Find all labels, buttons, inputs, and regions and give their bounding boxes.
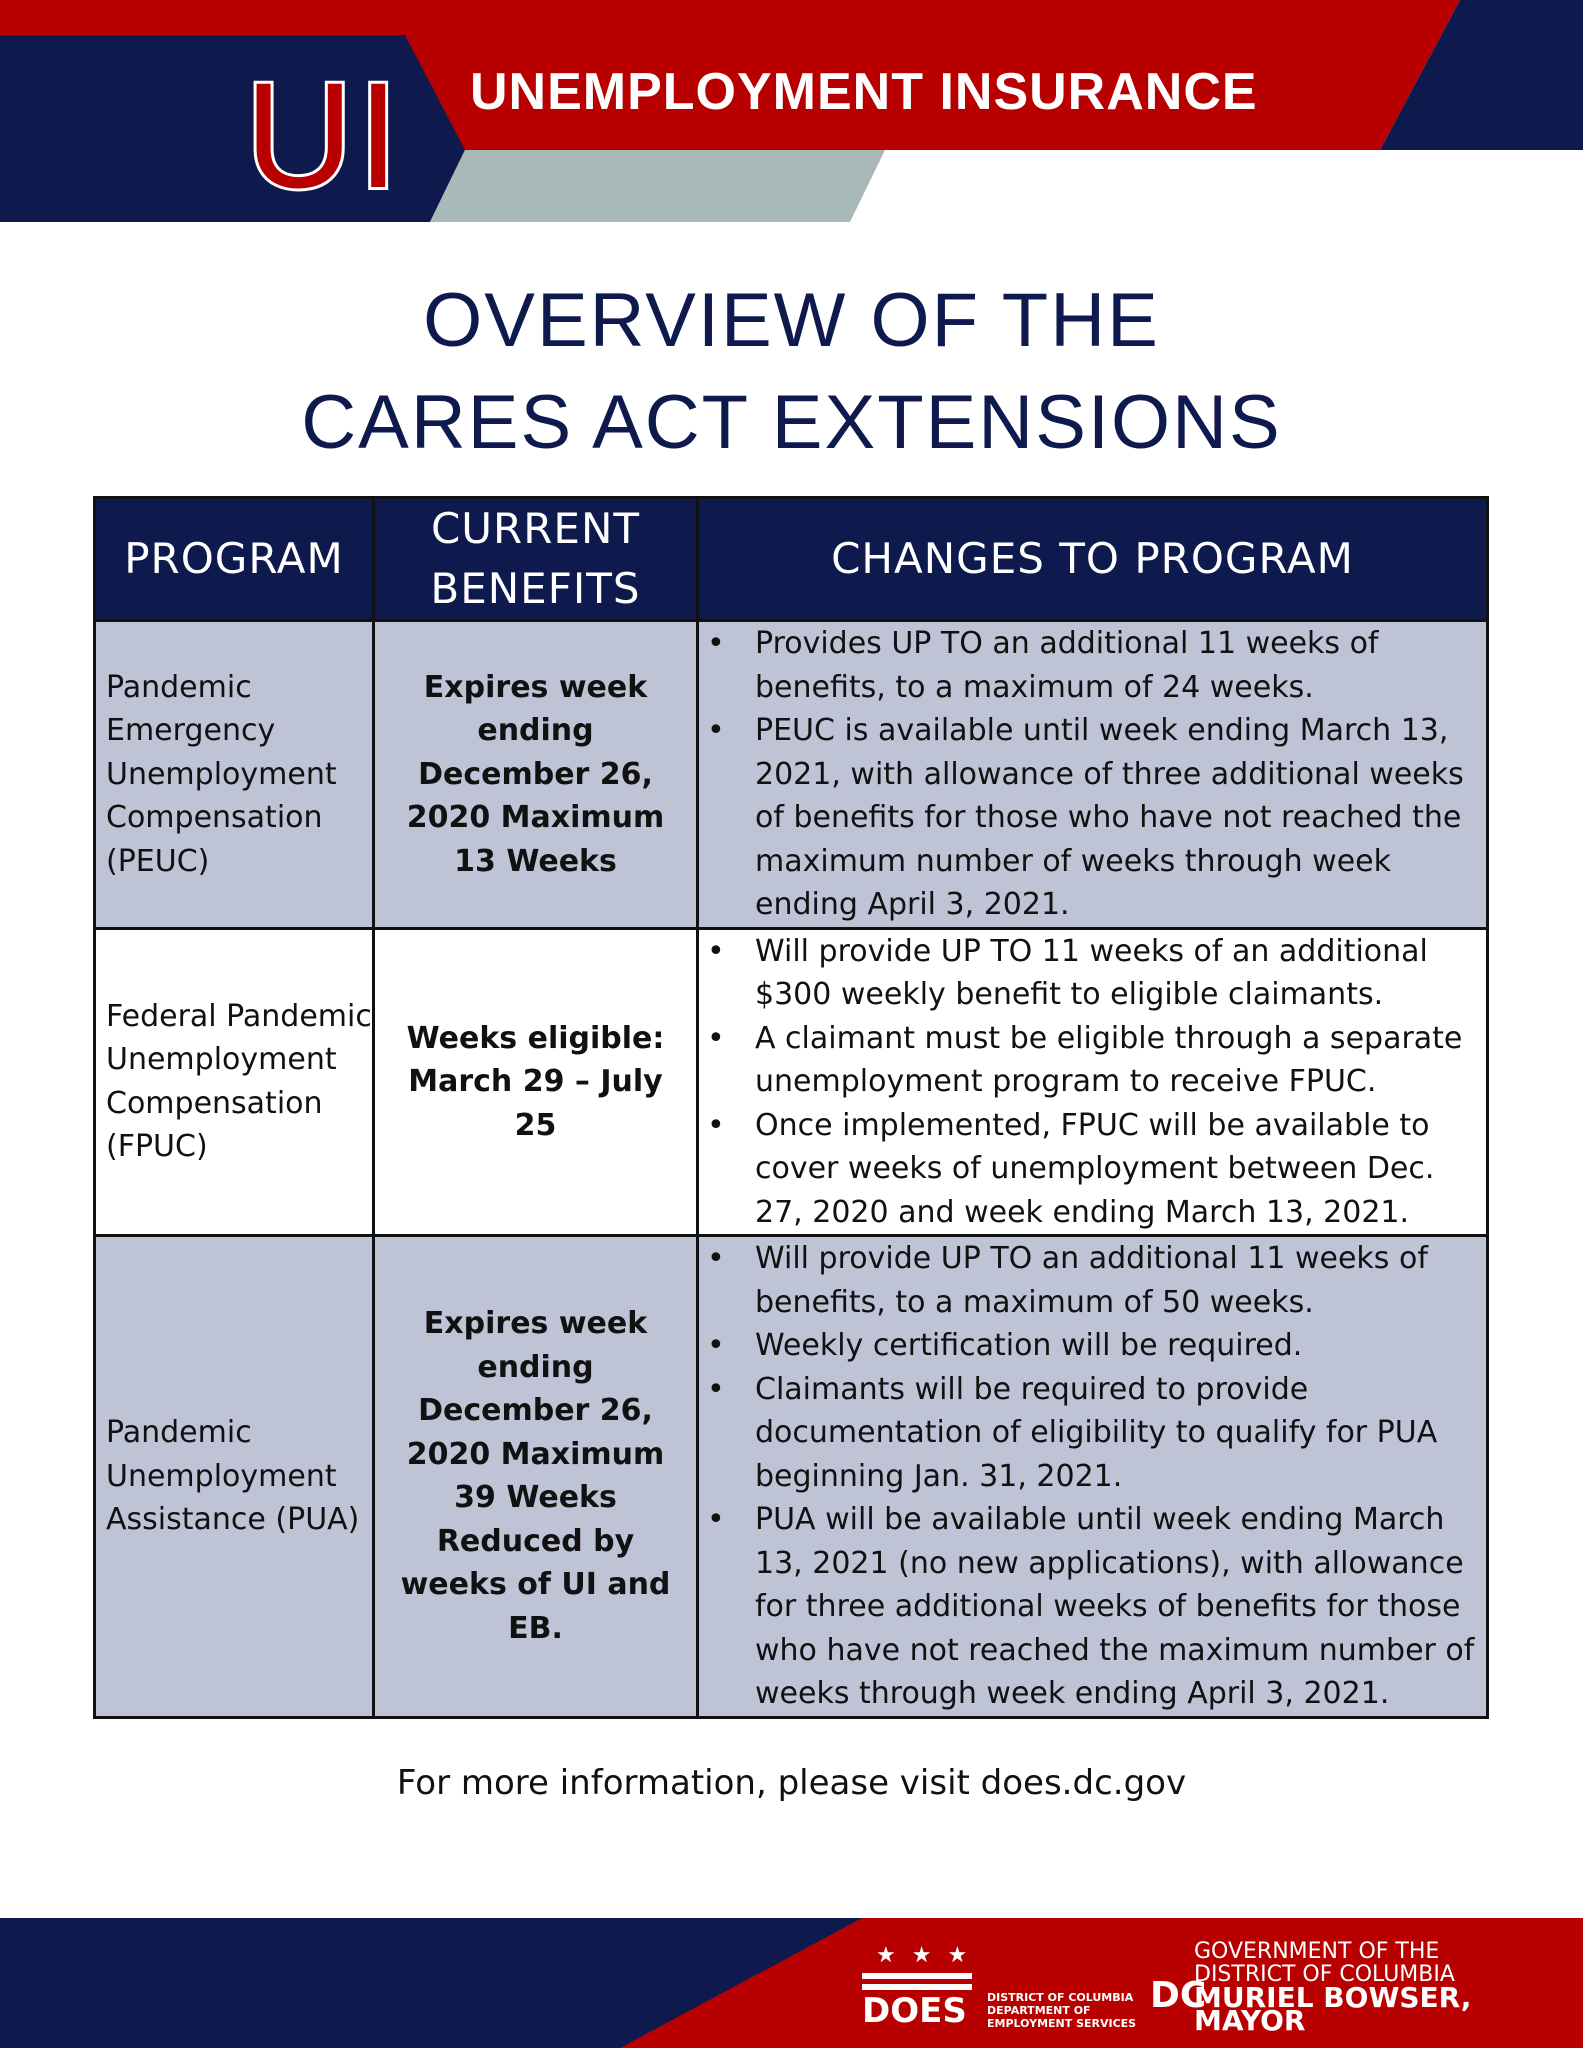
change-bullet: • Provides UP TO an additional 11 weeks of benefits, to a maximum of 24 weeks.: [699, 622, 1478, 709]
gov-line-1: GOVERNMENT OF THE: [1194, 1939, 1440, 1964]
change-bullet: • Weekly certification will be required.: [699, 1324, 1478, 1368]
change-bullet: • PUA will be available until week ending March 13, 2021 (no new applications), with allowance for three additional weeks of benefits for those who have not reached the maximum number of weeks through week ending April 3, 2021.: [699, 1498, 1478, 1716]
does-logo: [862, 1943, 1137, 2031]
changes-cell: [698, 1236, 1488, 1718]
ui-logo: UI: [245, 51, 403, 219]
change-bullet: • A claimant must be eligible through a separate unemployment program to receive FPUC.: [699, 1017, 1478, 1104]
changes-cell: [698, 621, 1488, 929]
stars-icon: ★★★: [876, 1943, 984, 1968]
program-cell: Pandemic Emergency Unemployment Compensation (PEUC): [95, 621, 374, 929]
does-wordmark: DOES: [862, 1991, 967, 2031]
mayor-line: MURIEL BOWSER, MAYOR: [1194, 1981, 1472, 2037]
column-header-current: CURRENT BENEFITS: [374, 498, 698, 621]
change-bullet: • Once implemented, FPUC will be available to cover weeks of unemployment between Dec. 27, 2020 and week ending March 13, 2021.: [699, 1104, 1478, 1235]
more-info-text: For more information, please visit does.dc.gov: [396, 1763, 1187, 1803]
page-title: [0, 270, 1583, 474]
table-row: [95, 621, 1488, 929]
does-subtitle: DISTRICT OF COLUMBIA DEPARTMENT OF EMPLOYMENT SERVICES: [987, 1991, 1137, 2030]
table-row: [95, 928, 1488, 1236]
dc-government-logo: [1150, 1939, 1583, 2037]
change-bullet: • Will provide UP TO an additional 11 weeks of benefits, to a maximum of 50 weeks.: [699, 1237, 1478, 1324]
gov-line-2: DISTRICT OF COLUMBIA: [1194, 1962, 1455, 1987]
header-title: UNEMPLOYMENT INSURANCE: [470, 63, 1258, 121]
column-header-changes: CHANGES TO PROGRAM: [698, 498, 1488, 621]
changes-cell: [698, 928, 1488, 1236]
change-bullet: • Claimants will be required to provide documentation of eligibility to qualify for PUA beginning Jan. 31, 2021.: [699, 1368, 1478, 1499]
change-bullet: • Will provide UP TO 11 weeks of an additional $300 weekly benefit to eligible claimants.: [699, 930, 1478, 1017]
program-cell: Federal Pandemic Unemployment Compensation (FPUC): [95, 928, 374, 1236]
change-bullet: • PEUC is available until week ending March 13, 2021, with allowance of three additional weeks of benefits for those who have not reached the maximum number of weeks through week ending April 3, 2021.: [699, 709, 1478, 927]
title-line-2: CARES ACT EXTENSIONS: [301, 380, 1282, 465]
dc-logo-icon: DC: [1150, 1975, 1207, 2016]
current-benefits-cell: Expires week ending December 26, 2020 Maximum 13 Weeks: [374, 621, 698, 929]
cares-act-table: [93, 496, 1489, 1719]
current-benefits-cell: Expires week ending December 26, 2020 Maximum 39 Weeks Reduced by weeks of UI and EB.: [374, 1236, 698, 1718]
column-header-program: PROGRAM: [95, 498, 374, 621]
table-row: [95, 1236, 1488, 1718]
title-line-1: OVERVIEW OF THE: [423, 278, 1160, 363]
current-benefits-cell: Weeks eligible: March 29 – July 25: [374, 928, 698, 1236]
program-cell: Pandemic Unemployment Assistance (PUA): [95, 1236, 374, 1718]
